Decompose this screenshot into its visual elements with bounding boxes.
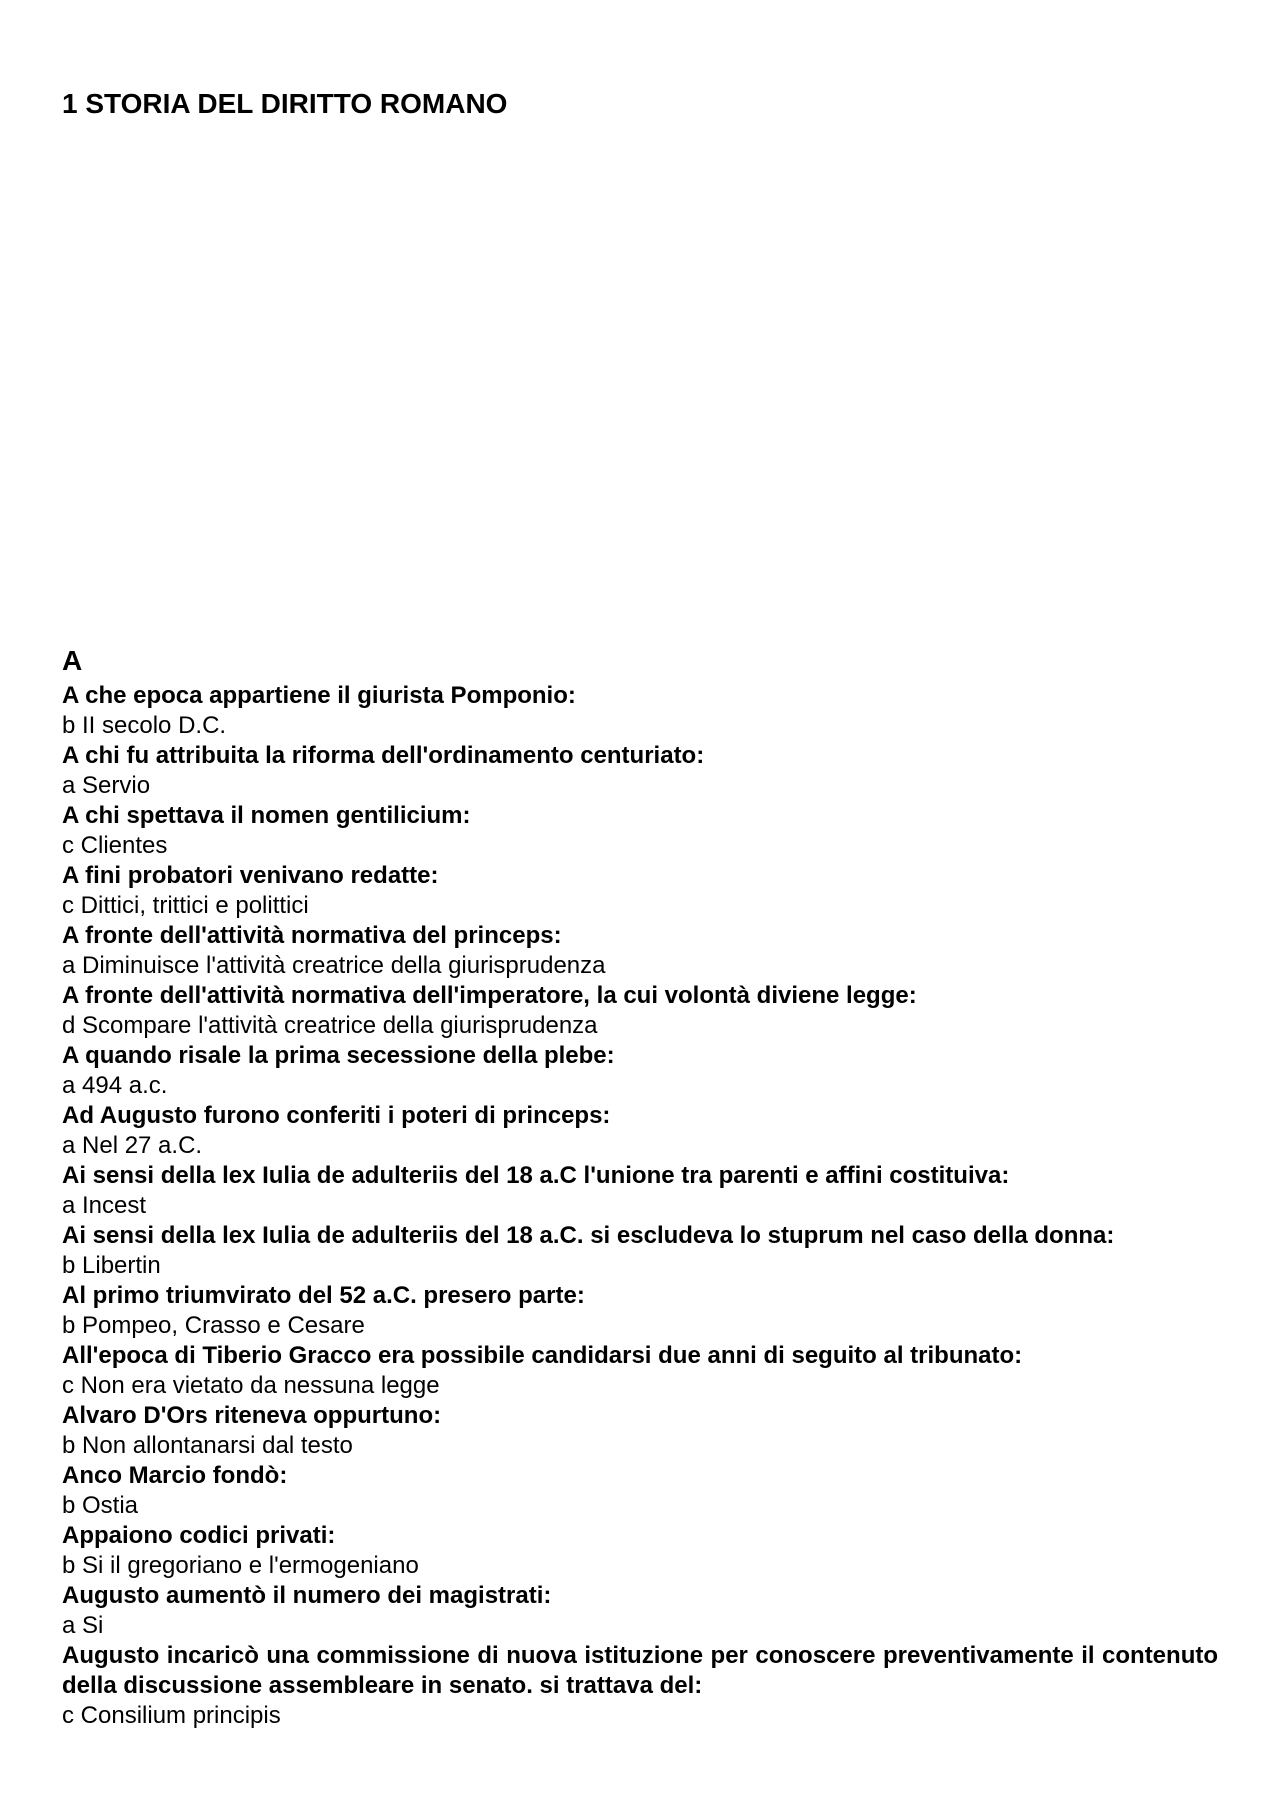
question-text: Alvaro D'Ors riteneva oppurtuno: bbox=[62, 1402, 442, 1429]
question-text: Ad Augusto furono conferiti i poteri di princeps: bbox=[62, 1102, 611, 1129]
question-text: Augusto incaricò una commissione di nuova istituzione per conoscere preventivamente il contenuto della discussione assembleare in senato. si trattava del: bbox=[62, 1642, 1218, 1699]
list-item bbox=[62, 1101, 1218, 1161]
question-text: A fini probatori venivano redatte: bbox=[62, 862, 439, 889]
list-item bbox=[62, 801, 1218, 861]
list-item bbox=[62, 1461, 1218, 1521]
question-text: A chi fu attribuita la riforma dell'ordinamento centuriato: bbox=[62, 742, 705, 769]
question-text: Al primo triumvirato del 52 a.C. presero parte: bbox=[62, 1282, 585, 1309]
question-text: A fronte dell'attività normativa del princeps: bbox=[62, 922, 562, 949]
list-item bbox=[62, 1521, 1218, 1581]
list-item bbox=[62, 1041, 1218, 1101]
list-item bbox=[62, 741, 1218, 801]
list-item bbox=[62, 1341, 1218, 1401]
list-item bbox=[62, 1221, 1218, 1281]
answer-text: b Libertin bbox=[62, 1252, 161, 1279]
answer-text: b Ostia bbox=[62, 1492, 139, 1519]
question-text: A quando risale la prima secessione della plebe: bbox=[62, 1042, 615, 1069]
list-item bbox=[62, 921, 1218, 981]
section-a bbox=[62, 643, 1218, 1731]
list-item bbox=[62, 1281, 1218, 1341]
question-list bbox=[62, 681, 1218, 1731]
answer-text: b Pompeo, Crasso e Cesare bbox=[62, 1312, 365, 1339]
question-text: All'epoca di Tiberio Gracco era possibile candidarsi due anni di seguito al tribunato: bbox=[62, 1342, 1023, 1369]
answer-text: b Non allontanarsi dal testo bbox=[62, 1432, 353, 1459]
answer-text: c Clientes bbox=[62, 832, 168, 859]
answer-text: c Non era vietato da nessuna legge bbox=[62, 1372, 440, 1399]
section-letter: A bbox=[62, 645, 83, 676]
list-item bbox=[62, 1401, 1218, 1461]
question-text: A chi spettava il nomen gentilicium: bbox=[62, 802, 471, 829]
list-item bbox=[62, 1641, 1218, 1731]
document-title: 1 STORIA DEL DIRITTO ROMANO bbox=[62, 88, 508, 119]
answer-text: a Nel 27 a.C. bbox=[62, 1132, 203, 1159]
list-item bbox=[62, 681, 1218, 741]
answer-text: b II secolo D.C. bbox=[62, 712, 227, 739]
question-text: Augusto aumentò il numero dei magistrati: bbox=[62, 1582, 552, 1609]
question-text: A che epoca appartiene il giurista Pomponio: bbox=[62, 682, 576, 709]
answer-text: d Scompare l'attività creatrice della giurisprudenza bbox=[62, 1012, 598, 1039]
answer-text: a Diminuisce l'attività creatrice della giurisprudenza bbox=[62, 952, 606, 979]
question-text: Anco Marcio fondò: bbox=[62, 1462, 288, 1489]
list-item bbox=[62, 1581, 1218, 1641]
question-text: Ai sensi della lex Iulia de adulteriis del 18 a.C l'unione tra parenti e affini costituiva: bbox=[62, 1162, 1010, 1189]
answer-text: a Si bbox=[62, 1612, 104, 1639]
answer-text: c Consilium principis bbox=[62, 1702, 281, 1729]
list-item bbox=[62, 1161, 1218, 1221]
answer-text: a 494 a.c. bbox=[62, 1072, 168, 1099]
question-text: Ai sensi della lex Iulia de adulteriis del 18 a.C. si escludeva lo stuprum nel caso della donna: bbox=[62, 1222, 1115, 1249]
answer-text: b Si il gregoriano e l'ermogeniano bbox=[62, 1552, 419, 1579]
answer-text: a Incest bbox=[62, 1192, 147, 1219]
answer-text: c Dittici, trittici e polittici bbox=[62, 892, 309, 919]
list-item bbox=[62, 861, 1218, 921]
list-item bbox=[62, 981, 1218, 1041]
answer-text: a Servio bbox=[62, 772, 151, 799]
question-text: Appaiono codici privati: bbox=[62, 1522, 336, 1549]
question-text: A fronte dell'attività normativa dell'imperatore, la cui volontà diviene legge: bbox=[62, 982, 917, 1009]
